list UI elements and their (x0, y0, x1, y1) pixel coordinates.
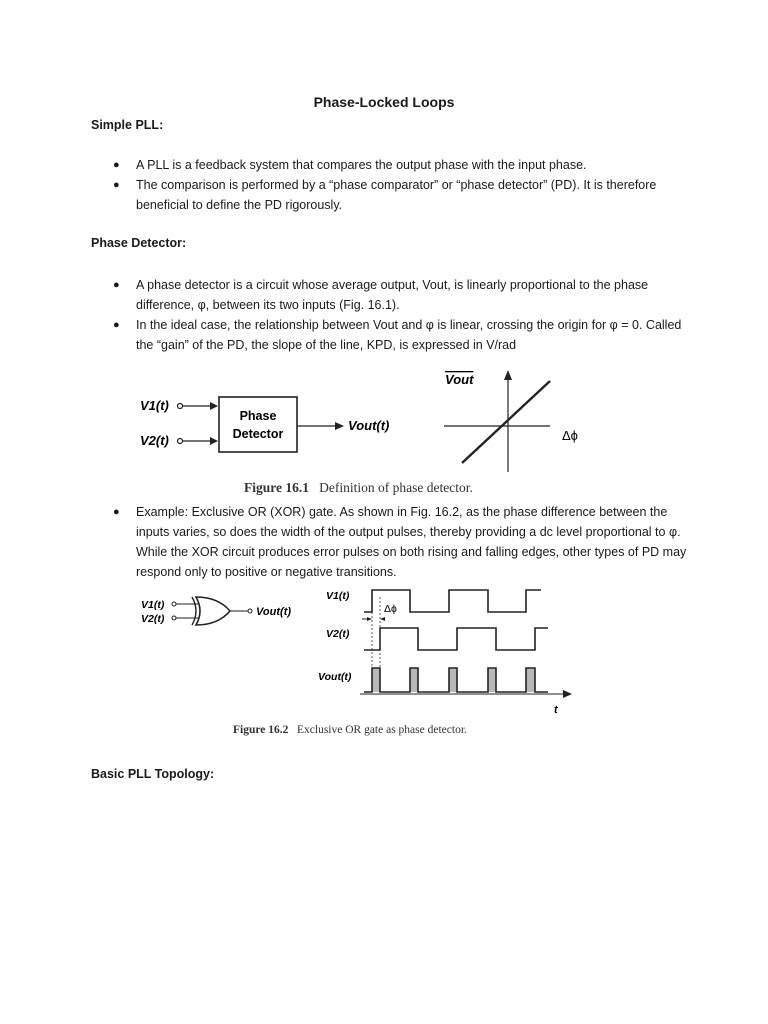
section-heading-basic-pll-topology: Basic PLL Topology: (91, 767, 215, 781)
bullet-text: Example: Exclusive OR (XOR) gate. As shown in Fig. 16.2, as the phase difference between the inputs varies, so does the width of the output pulses, thereby providing a dc level proportional to φ. While the XOR circuit produces error pulses on both rising and falling edges, other types of PD may respond only to positive or negative transitions. (136, 505, 687, 579)
fig2-input1-terminal (172, 602, 176, 606)
figure-16-2-diagram (138, 582, 578, 717)
fig1-input2-label: V2(t) (140, 433, 169, 448)
bullet-text: In the ideal case, the relationship between Vout and φ is linear, crossing the origin for φ = 0. Called the “gain” of the PD, the slope of the line, KPD, is expressed in V/rad (136, 318, 682, 352)
bullet-text: A PLL is a feedback system that compares the output phase with the input phase. (136, 158, 587, 172)
figure-16-1-diagram (130, 362, 600, 477)
bullet-glyph: ● (113, 279, 120, 291)
xor-bullets (91, 502, 691, 582)
fig1-block-label-1: Phase (239, 409, 277, 423)
fig2-delta-left-arrow (367, 617, 372, 621)
fig2-pulse (449, 668, 457, 692)
fig2-delta-right-arrow (380, 617, 385, 621)
figure-caption-text: Definition of phase detector. (319, 480, 473, 495)
bullet-text: The comparison is performed by a “phase comparator” or “phase detector” (PD). It is therefore beneficial to define the PD rigorously. (136, 178, 657, 212)
figure-16-1-caption (244, 480, 473, 496)
fig1-phase-detector-block (219, 397, 297, 452)
fig2-pulse (372, 668, 380, 692)
figure-16-2 (138, 582, 578, 717)
fig2-input1-label: V1(t) (141, 599, 165, 611)
fig1-input1-terminal (178, 404, 183, 409)
fig2-time-axis-arrow (563, 690, 572, 698)
list-item (91, 155, 691, 175)
list-item (91, 502, 691, 582)
fig2-v2-waveform (364, 628, 548, 650)
list-item (91, 315, 691, 355)
list-item (91, 175, 691, 215)
fig1-input2-terminal (178, 439, 183, 444)
section-heading-phase-detector: Phase Detector: (91, 236, 187, 250)
fig2-vout-pulses (372, 668, 535, 692)
fig2-xor-gate (196, 597, 230, 625)
figure-16-2-caption (233, 724, 467, 736)
fig2-input2-terminal (172, 616, 176, 620)
page-title: Phase-Locked Loops (313, 94, 455, 110)
fig1-output-label: Vout(t) (348, 418, 390, 433)
figure-number: Figure 16.2 (233, 724, 289, 736)
bullet-glyph: ● (113, 159, 120, 171)
fig2-trace3-label: Vout(t) (318, 671, 352, 683)
fig1-input1-arrow (210, 402, 218, 410)
fig2-trace2-label: V2(t) (326, 628, 350, 640)
fig2-xor-back-curve (192, 597, 196, 625)
fig1-x-axis-label: Δϕ (562, 428, 578, 443)
fig2-pulse (410, 668, 418, 692)
bullet-glyph: ● (113, 319, 120, 331)
fig2-output-terminal (248, 609, 252, 613)
fig2-delta-label: Δϕ (384, 603, 397, 615)
fig1-y-axis-arrow (504, 370, 512, 380)
fig1-input1-label: V1(t) (140, 398, 169, 413)
fig2-trace1-label: V1(t) (326, 590, 350, 602)
fig1-output-arrow (335, 422, 344, 430)
fig1-transfer-line (462, 381, 550, 463)
phase-detector-bullets (91, 275, 691, 355)
fig2-pulse (488, 668, 496, 692)
bullet-glyph: ● (113, 179, 120, 191)
fig2-time-label: t (554, 704, 558, 716)
fig1-block-label-2: Detector (232, 427, 284, 441)
figure-number: Figure 16.1 (244, 480, 309, 495)
fig2-input2-label: V2(t) (141, 613, 165, 625)
section-heading-simple-pll: Simple PLL: (91, 118, 164, 132)
bullet-glyph: ● (113, 506, 120, 518)
figure-16-1 (130, 362, 600, 477)
bullet-text: A phase detector is a circuit whose average output, Vout, is linearly proportional to the phase difference, φ, between its two inputs (Fig. 16.1). (136, 278, 649, 312)
fig1-input2-arrow (210, 437, 218, 445)
fig2-output-label: Vout(t) (256, 606, 292, 618)
fig1-y-axis-label: Vout (445, 372, 474, 387)
list-item (91, 275, 691, 315)
figure-caption-text: Exclusive OR gate as phase detector. (297, 724, 467, 736)
fig2-pulse (526, 668, 535, 692)
simple-pll-bullets (91, 155, 691, 215)
